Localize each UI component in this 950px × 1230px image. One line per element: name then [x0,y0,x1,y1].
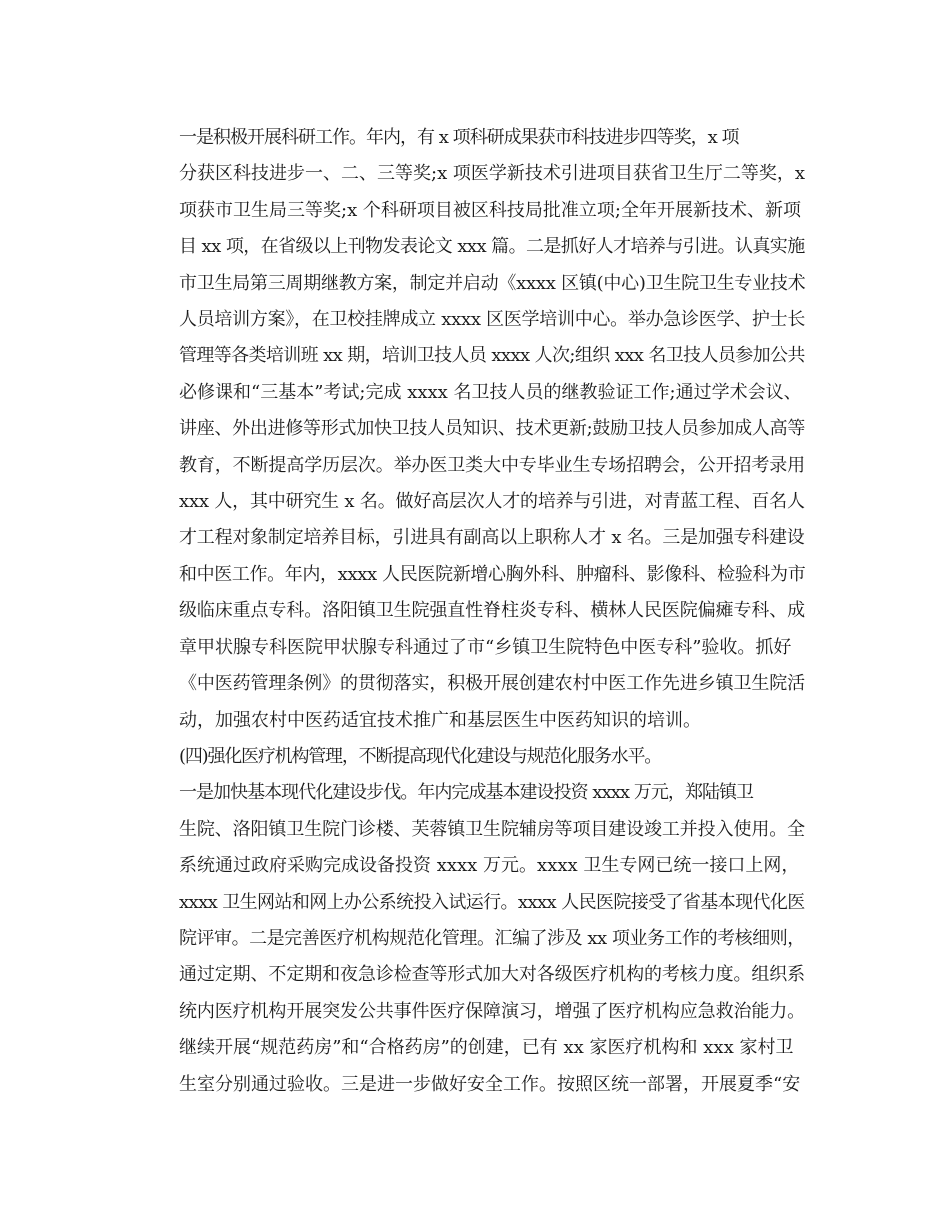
text-line: 章甲状腺专科医院甲状腺专科通过了市“乡镇卫生院特色中医专科”验收。抓好 [179,636,792,658]
paragraph-research-talent-tcm [143,120,805,739]
text-line: 动，加强农村中医药适宜技术推广和基层医生中医药知识的培训。 [179,709,701,731]
text-line: 继续开展“规范药房”和“合格药房”的创建，已有 xx 家医疗机构和 xxx 家村卫 [179,1037,794,1059]
text-line: 院评审。二是完善医疗机构规范化管理。汇编了涉及 xx 项业务工作的考核细则， [179,927,805,949]
text-line: 一是加快基本现代化建设步伐。年内完成基本建设投资 xxxx 万元，郑陆镇卫 [179,782,754,804]
section-heading-4 [143,739,805,775]
document-body [143,120,805,1103]
text-line: 人员培训方案》，在卫校挂牌成立 xxxx 区医学培训中心。举办急诊医学、护士长 [179,309,806,331]
text-line: 教育，不断提高学历层次。举办医卫类大中专毕业生专场招聘会，公开招考录用 [179,454,805,476]
text-line: 一是积极开展科研工作。年内，有 x 项科研成果获市科技进步四等奖，x 项 [179,127,739,148]
text-line: (四)强化医疗机构管理，不断提高现代化建设与规范化服务水平。 [179,745,662,767]
text-line: 生室分别通过验收。三是进一步做好安全工作。按照区统一部署，开展夏季“安 [179,1073,801,1095]
text-line: 管理等各类培训班 xx 期，培训卫技人员 xxxx 人次;组织 xxx 名卫技人员参加公共 [179,345,805,367]
text-line: 生院、洛阳镇卫生院门诊楼、芙蓉镇卫生院辅房等项目建设竣工并投入使用。全 [179,818,805,840]
text-line: xxx 人，其中研究生 x 名。做好高层次人才的培养与引进，对青蓝工程、百名人 [179,491,805,513]
text-line: 系统通过政府采购完成设备投资 xxxx 万元。xxxx 卫生专网已统一接口上网， [179,855,800,877]
text-line: 分获区科技进步一、二、三等奖;x 项医学新技术引进项目获省卫生厅二等奖，x [179,163,806,185]
text-line: 和中医工作。年内，xxxx 人民医院新增心胸外科、肿瘤科、影像科、检验科为市 [179,563,806,585]
text-line: 级临床重点专科。洛阳镇卫生院强直性脊柱炎专科、横林人民医院偏瘫专科、成 [179,600,805,622]
text-line: 通过定期、不定期和夜急诊检查等形式加大对各级医疗机构的考核力度。组织系 [179,964,805,986]
text-line: 必修课和“三基本”考试;完成 xxxx 名卫技人员的继教验证工作;通过学术会议、 [179,381,802,403]
text-line: 《中医药管理条例》的贯彻落实，积极开展创建农村中医工作先进乡镇卫生院活 [179,673,805,695]
text-line: 讲座、外出进修等形式加快卫技人员知识、技术更新;鼓励卫技人员参加成人高等 [179,418,806,440]
text-line: 目 xx 项，在省级以上刊物发表论文 xxx 篇。二是抓好人才培养与引进。认真实施 [179,236,805,258]
text-line: 项获市卫生局三等奖;x 个科研项目被区科技局批准立项;全年开展新技术、新项 [179,199,801,221]
text-line: 统内医疗机构开展突发公共事件医疗保障演习，增强了医疗机构应急救治能力。 [179,1000,805,1022]
text-line: 市卫生局第三周期继教方案，制定并启动《xxxx 区镇(中心)卫生院卫生专业技术 [179,272,806,294]
text-line: 才工程对象制定培养目标，引进具有副高以上职称人才 x 名。三是加强专科建设 [179,527,805,549]
text-line: xxxx 卫生网站和网上办公系统投入试运行。xxxx 人民医院接受了省基本现代化医 [179,891,805,913]
paragraph-modernization-management [143,775,805,1103]
